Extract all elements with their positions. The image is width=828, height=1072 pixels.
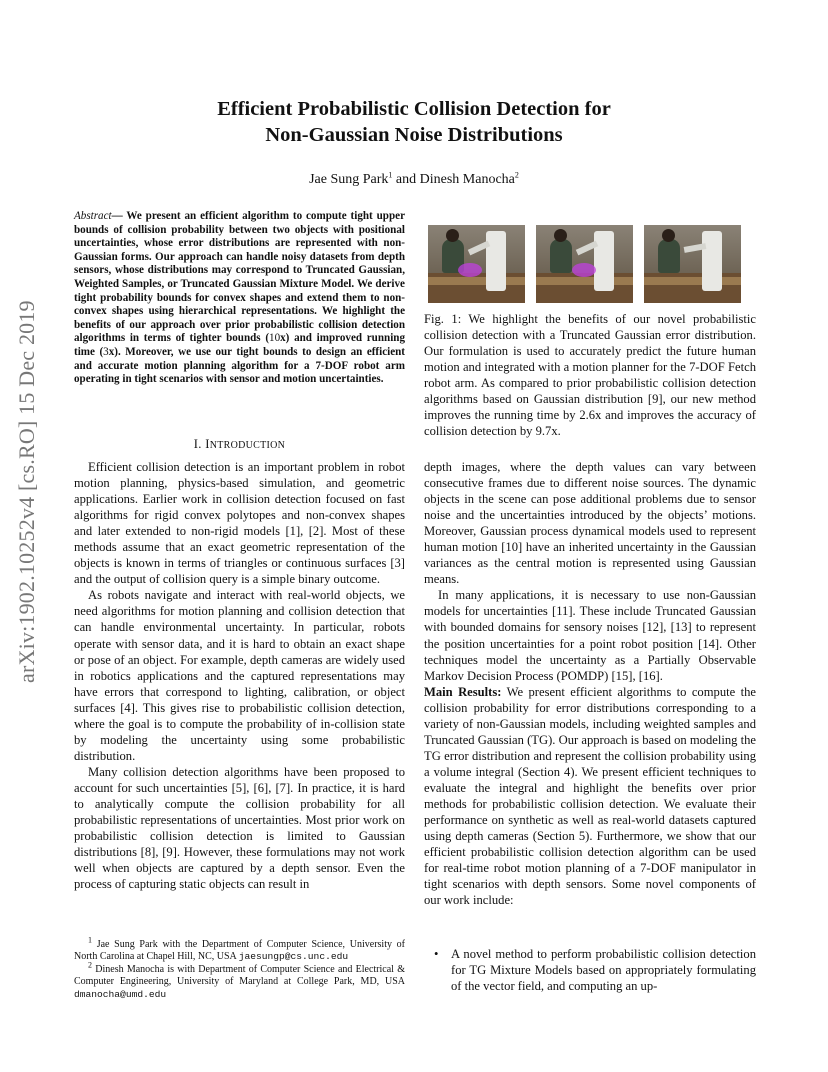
footnote-2-email: dmanocha@umd.edu: [74, 988, 167, 1000]
section-number: I.: [193, 437, 206, 451]
figure-photo-1: [428, 225, 525, 303]
section-title-rest: NTRODUCTION: [209, 440, 286, 451]
figure-1-images: [428, 225, 741, 303]
section-title-first: I: [205, 437, 210, 451]
main-results-paragraph: [424, 684, 756, 909]
paragraph: Many collision detection algorithms have been proposed to account for such uncertainties [5], [6], [7]. In practice, it is hard to analytically compute the collision probability for all probabilistic representations of uncertainties. Most prior work on probabilistic collision detection is limited to Gaussian distributions [8], [9]. However, these formulations may not work well when objects are captured by a depth sensor. Even the process of capturing static objects can result in: [74, 764, 405, 892]
footnote-2-mark: 2: [88, 960, 92, 970]
abstract: [74, 210, 405, 387]
paragraph-continued: depth images, where the depth values can vary between consecutive frames due to different noise sources. The dynamic objects in the scene can pose additional problems due to sensor noise and the uncertainties introduced by the objects’ motions. Moreover, Gaussian process dynamical models used to represent human motion [10] have an inherited uncertainty in the Gaussian variances as the central motion is represented using Gaussian means.: [424, 460, 756, 587]
footnote-1-mark: 1: [88, 935, 92, 945]
title-line-1: Efficient Probabilistic Collision Detection for: [217, 98, 611, 120]
footnote-2-text: Dinesh Manocha is with Department of Computer Science and Electrical & Computer Engineering, University of Maryland at College Park, MD, USA: [74, 963, 405, 988]
title-line-2: Non-Gaussian Noise Distributions: [265, 124, 563, 146]
bullet-text: A novel method to perform probabilistic collision detection for TG Mixture Models based on appropriately formulating of the vector field, and computing an up-: [451, 947, 756, 994]
abstract-math-1: 10: [269, 332, 281, 345]
footnotes: [74, 935, 405, 1001]
author-1: Jae Sung Park: [309, 172, 389, 187]
author-conjunction: and: [392, 172, 420, 187]
paragraph: Efficient collision detection is an important problem in robot motion planning, physics-based simulation, and geometric applications. Earlier work in collision detection focused on fast algorithms for rigid convex polytopes and non-convex shapes and later extended to non-rigid models [1], [2]. Most of these methods assume that an exact geometric representation of the objects is known in terms of triangles or continuous surfaces [3] and the output of collision query is a simple binary outcome.: [74, 460, 405, 587]
paragraph: As robots navigate and interact with real-world objects, we need algorithms for motion planning and collision detection that can handle environmental uncertainty. In particular, robots operate with sensor data, and it is hard to obtain an exact shape or pose of an object. For example, depth cameras are widely used in robotics applications and the captured representations may have errors that correspond to lighting, calibration, or object surfaces [4]. This gives rise to probabilistic collision detection, where the goal is to compute the probability of in-collision state by modeling the uncertainty using some probabilistic distribution.: [74, 588, 405, 763]
figure-1-caption: Fig. 1: We highlight the benefits of our novel probabilistic collision detection with a Truncated Gaussian error distribution. Our formulation is used to accurately predict the future human motion and integrated with a motion planner for the 7-DOF Fetch robot arm. As compared to prior probabilistic collision detection algorithms based on Gaussian distribution [9], our new method improves the running time by 2.6x and improves the accuracy of collision detection by 9.7x.: [424, 312, 756, 439]
footnote-1: [74, 935, 405, 964]
main-results-label: Main Results:: [424, 684, 502, 699]
bullet-marker: •: [434, 947, 439, 961]
footnote-1-text: Jae Sung Park with the Department of Computer Science, University of North Carolina at Chapel Hill, NC, USA: [74, 939, 405, 963]
section-heading: [74, 437, 405, 452]
main-results-text: We present efficient algorithms to compute the collision probability for error distributions corresponding to a variety of non-Gaussian models, including weighted samples and Truncated Gaussian (TG). Our approach is based on modeling the TG error distribution and represent the collision probability using a volume integral (Section 4). We present efficient techniques to evaluate the integral and highlight the benefits over prior methods for probabilistic collision detection. We evaluate their performance on synthetic as well as real-world datasets captured using depth cameras (Section 5). Furthermore, we show that our efficient probabilistic collision detection algorithm can be used for real-time robot motion planning of a 7-DOF manipulator in tight scenarios with depth sensors. Some novel components of our work include:: [424, 684, 756, 908]
abstract-text-3: x). Moreover, we use our tight bounds to design an efficient and accurate motion planning algorithm for a 7-DOF robot arm operating in tight scenarios with sensor and motion uncertainties.: [74, 345, 406, 386]
author-1-affiliation: 1: [388, 170, 393, 180]
abstract-dash: —: [111, 210, 127, 222]
author-2-affiliation: 2: [514, 170, 519, 180]
footnote-1-email: jaesungp@cs.unc.edu: [238, 951, 349, 963]
abstract-lead: Abstract: [74, 210, 112, 222]
footnote-2: [74, 960, 405, 1001]
left-column-body: [74, 459, 405, 892]
arxiv-id: arXiv:1902.10252v4 [cs.RO] 15 Dec 2019: [14, 300, 39, 683]
abstract-text-1: We present an efficient algorithm to compute tight upper bounds of collision probability between two objects with positional uncertainties, whose error distributions are represented with non-Gaussian forms. Our approach can handle noisy datasets from depth sensors, whose distributions may correspond to Truncated Gaussian, Weighted Samples, or Truncated Gaussian Mixture Model. We derive tight probability bounds for convex shapes and extend them to non-convex shapes using hierarchical representations. We highlight the benefits of our approach over prior probabilistic collision detection algorithms in terms of tighter bounds (: [74, 210, 405, 345]
figure-photo-3: [644, 225, 741, 303]
right-column-body: [424, 459, 756, 908]
figure-photo-2: [536, 225, 633, 303]
author-2: Dinesh Manocha: [419, 172, 515, 187]
paper-title: [0, 96, 828, 148]
paragraph: In many applications, it is necessary to use non-Gaussian models for uncertainties [11]. These include Truncated Gaussian with bounded domains for sensory noises [12], [13] to represent the position uncertainties for a point robot position [14]. Other techniques model the uncertainty as a Partially Observable Markov Decision Process (POMDP) [15], [16].: [424, 588, 756, 683]
abstract-math-2: 3: [103, 345, 109, 358]
abstract-text-2: x) and improved running time (: [74, 332, 405, 358]
author-list: [0, 172, 828, 188]
